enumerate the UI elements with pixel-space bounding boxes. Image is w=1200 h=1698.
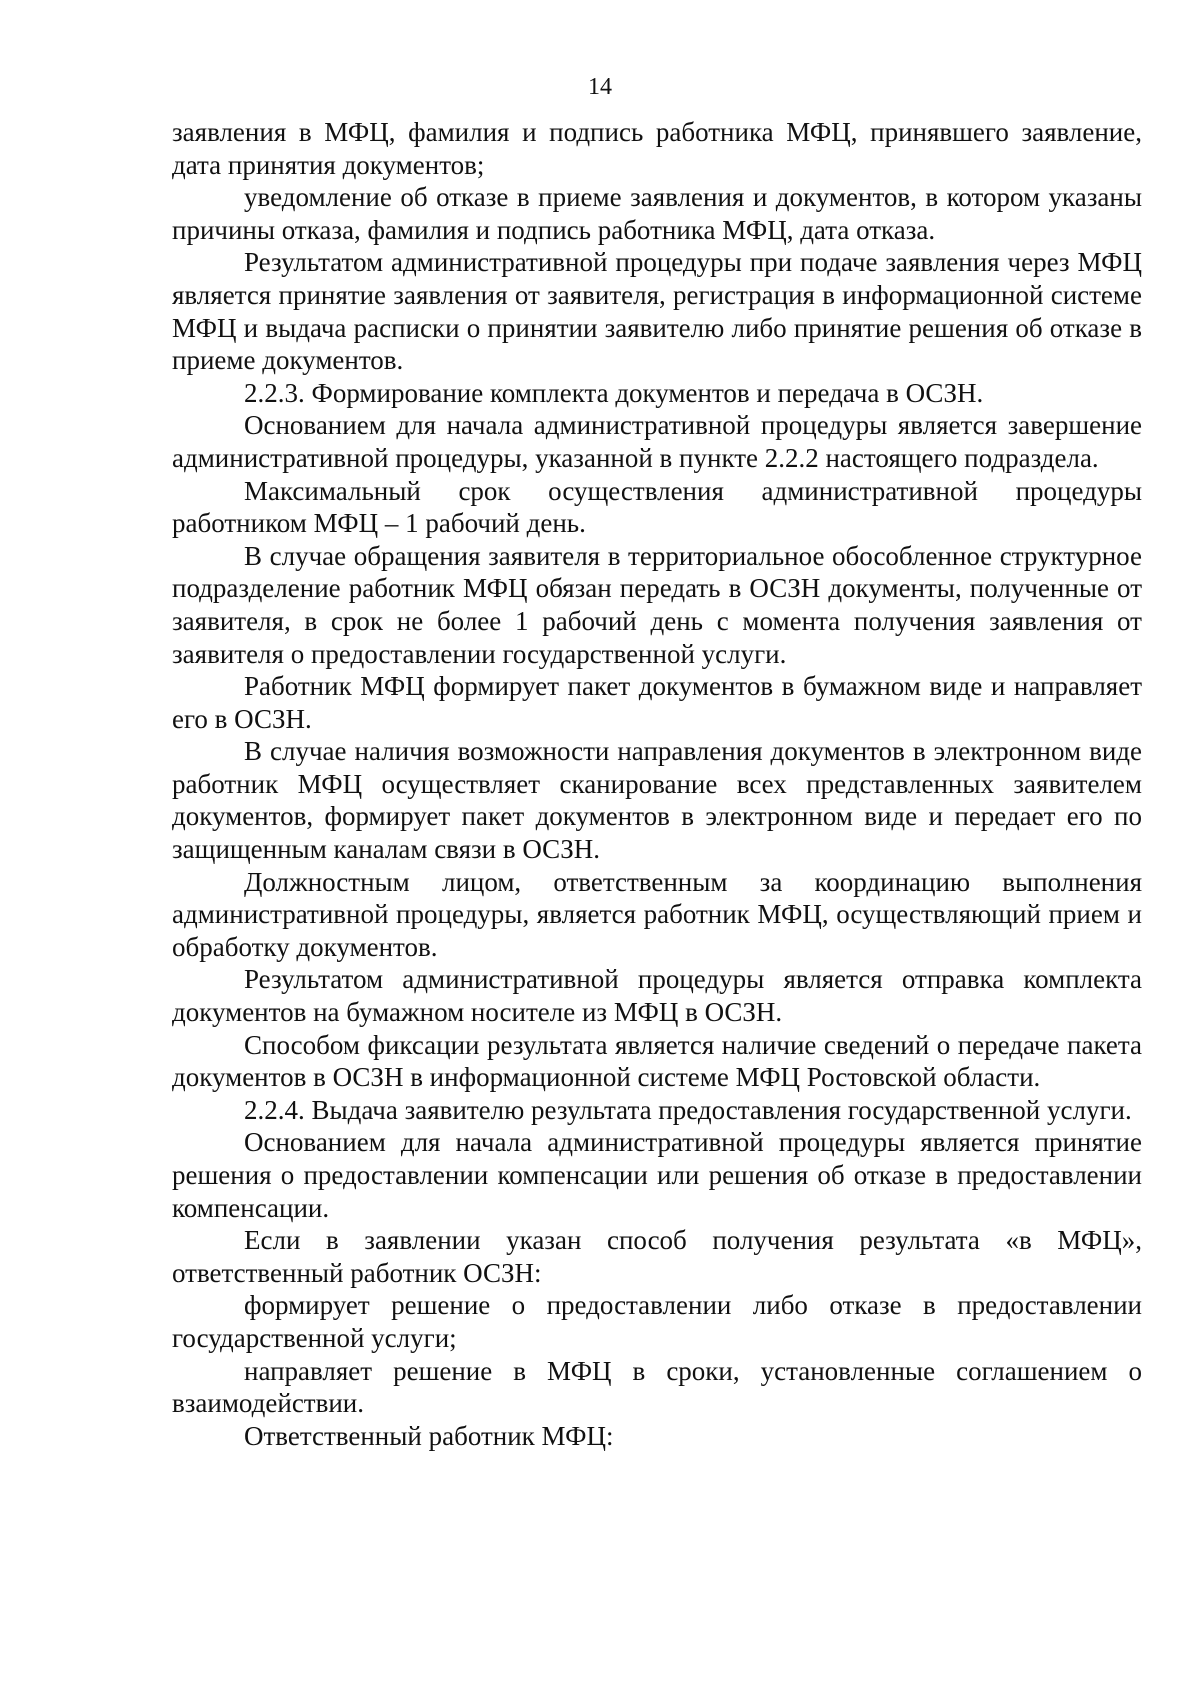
paragraph: уведомление об отказе в приеме заявления и документов, в котором указаны причины отказа, фамилия и подпись работника МФЦ, дата отказа. — [172, 182, 1142, 245]
paragraph: Должностным лицом, ответственным за координацию выполнения административной процедуры, является работник МФЦ, осуществляющий прием и обработку документов. — [172, 866, 1142, 962]
section-heading-2-2-4: 2.2.4. Выдача заявителю результата предоставления государственной услуги. — [244, 1094, 1132, 1125]
document-body — [172, 116, 1142, 1452]
paragraph: Основанием для начала административной процедуры является принятие решения о предоставлении компенсации или решения об отказе в предоставлении компенсации. — [172, 1127, 1142, 1223]
paragraph-continuation: заявления в МФЦ, фамилия и подпись работника МФЦ, принявшего заявление, дата принятия документов; — [172, 117, 1142, 180]
paragraph: В случае наличия возможности направления документов в электронном виде работник МФЦ осуществляет сканирование всех представленных заявителем документов, формирует пакет документов в электронном виде и передает его по защищенным каналам связи в ОСЗН. — [172, 736, 1142, 865]
paragraph: Работник МФЦ формирует пакет документов в бумажном виде и направляет его в ОСЗН. — [172, 671, 1142, 734]
paragraph: Результатом административной процедуры при подаче заявления через МФЦ является принятие заявления от заявителя, регистрация в информационной системе МФЦ и выдача расписки о принятии заявителю либо принятие решения об отказе в приеме документов. — [172, 247, 1142, 376]
section-heading-2-2-3: 2.2.3. Формирование комплекта документов и передача в ОСЗН. — [244, 377, 984, 408]
paragraph: В случае обращения заявителя в территориальное обособленное структурное подразделение работник МФЦ обязан передать в ОСЗН документы, полученные от заявителя, в срок не более 1 рабочий день с момента получения заявления от заявителя о предоставлении государственной услуги. — [172, 540, 1142, 669]
paragraph: формирует решение о предоставлении либо отказе в предоставлении государственной услуги; — [172, 1290, 1142, 1353]
paragraph: Максимальный срок осуществления административной процедуры работником МФЦ – 1 рабочий день. — [172, 475, 1142, 539]
page-number: 14 — [588, 74, 612, 100]
paragraph: Основанием для начала административной процедуры является завершение административной процедуры, указанной в пункте 2.2.2 настоящего подраздела. — [172, 410, 1142, 473]
paragraph: Способом фиксации результата является наличие сведений о передаче пакета документов в ОСЗН в информационной системе МФЦ Ростовской области. — [172, 1029, 1142, 1093]
paragraph: Ответственный работник МФЦ: — [244, 1420, 614, 1451]
paragraph: направляет решение в МФЦ в сроки, установленные соглашением о взаимодействии. — [172, 1355, 1142, 1419]
paragraph: Результатом административной процедуры является отправка комплекта документов на бумажном носителе из МФЦ в ОСЗН. — [172, 964, 1142, 1028]
paragraph: Если в заявлении указан способ получения результата «в МФЦ», ответственный работник ОСЗН: — [172, 1225, 1142, 1288]
